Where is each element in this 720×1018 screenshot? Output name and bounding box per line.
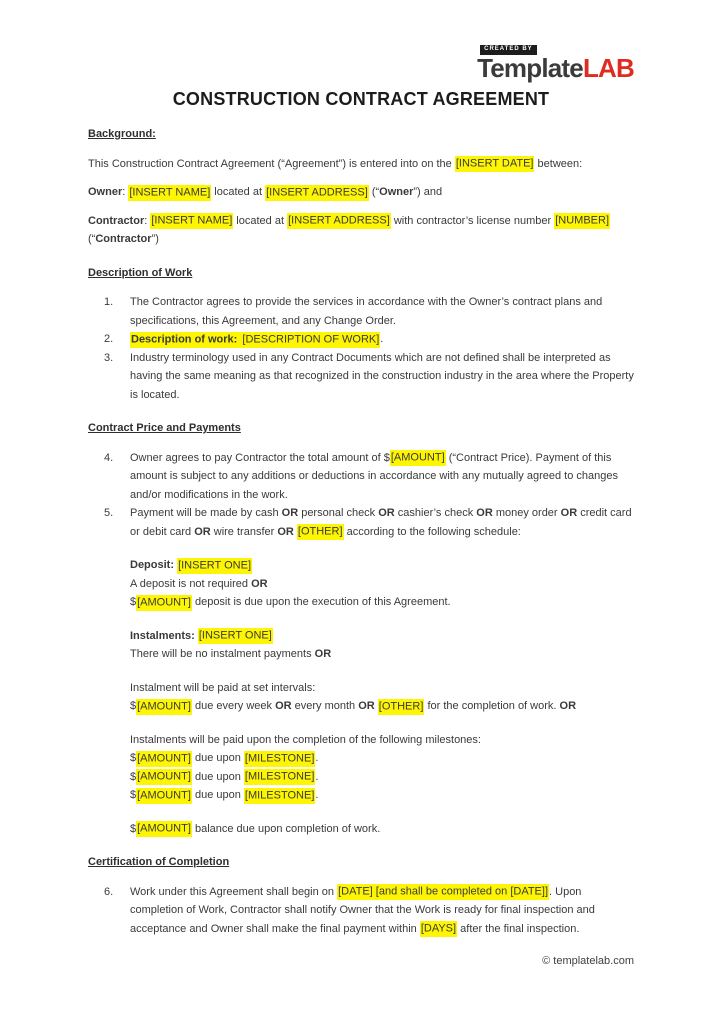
text-run: There will be no instalment payments xyxy=(130,648,315,660)
text-run: after the final inspection. xyxy=(457,922,580,935)
placeholder-highlight: [OTHER] xyxy=(378,699,425,715)
text-run: This Construction Contract Agreement (“Agreement”) is entered into on the xyxy=(88,157,455,170)
text-run: money order xyxy=(492,507,561,519)
text-run: $ xyxy=(130,770,137,783)
indented-line xyxy=(130,786,634,805)
placeholder-highlight: [INSERT ADDRESS] xyxy=(265,185,369,201)
item-number: 5. xyxy=(104,507,114,519)
document-content xyxy=(0,88,720,938)
placeholder-highlight: [INSERT DATE] xyxy=(455,156,535,172)
text-run: due upon xyxy=(191,789,244,801)
text-run: OR xyxy=(314,648,332,660)
placeholder-highlight: [NUMBER] xyxy=(554,213,610,229)
indented-line xyxy=(130,575,634,594)
numbered-item-5 xyxy=(88,504,634,541)
item-number: 3. xyxy=(104,351,114,364)
indented-line xyxy=(130,820,634,839)
placeholder-highlight: [AMOUNT] xyxy=(136,699,192,715)
indented-line xyxy=(130,749,634,768)
text-run: . Upon completion of Work, Contractor shall notify Owner that the Work is ready for final inspection and acceptance and Owner shall make the final payment within xyxy=(130,885,595,935)
text-run: OR xyxy=(476,507,493,519)
indented-block xyxy=(130,679,634,716)
paragraph xyxy=(88,155,634,174)
item-text xyxy=(130,330,634,349)
text-run: between: xyxy=(534,157,583,170)
numbered-item-6 xyxy=(88,883,634,939)
document-title: CONSTRUCTION CONTRACT AGREEMENT xyxy=(172,89,550,109)
text-run: : xyxy=(144,214,151,227)
text-run: Owner agrees to pay Contractor the total amount of $ xyxy=(130,451,390,464)
placeholder-highlight: [AMOUNT] xyxy=(390,450,446,466)
text-run: . xyxy=(315,752,319,764)
item-number: 2. xyxy=(104,333,114,345)
text-run: every month xyxy=(291,700,359,712)
text-run: OR xyxy=(378,507,395,519)
numbered-item-3 xyxy=(88,349,634,405)
numbered-item-4 xyxy=(88,449,634,505)
text-run: . xyxy=(380,333,384,345)
numbered-item-2 xyxy=(88,330,634,349)
placeholder-highlight: [INSERT ADDRESS] xyxy=(287,213,391,229)
indented-block xyxy=(130,627,634,664)
text-run: OR xyxy=(281,507,299,519)
text-run: located at xyxy=(211,186,266,198)
placeholder-highlight: [AMOUNT] xyxy=(136,769,192,785)
indented-block xyxy=(130,556,634,612)
item-text xyxy=(130,349,634,405)
text-run: (“ xyxy=(368,186,380,198)
indented-line xyxy=(130,556,634,575)
text-run: Deposit: xyxy=(130,559,174,571)
text-run: $ xyxy=(130,752,137,764)
text-run: for the completion of work. xyxy=(424,700,560,712)
text-run: ”) xyxy=(151,233,159,245)
placeholder-highlight: [INSERT ONE] xyxy=(198,628,273,644)
text-run: : xyxy=(122,186,129,198)
text-run: (“ xyxy=(88,233,96,245)
placeholder-highlight: [DAYS] xyxy=(420,921,457,937)
text-run: credit card or debit card xyxy=(130,507,632,538)
placeholder-highlight: [AMOUNT] xyxy=(136,788,192,804)
section-background xyxy=(88,125,634,249)
indented-line xyxy=(130,768,634,787)
placeholder-highlight: [DATE] [and shall be completed on [DATE]] xyxy=(337,884,549,900)
indented-line xyxy=(130,731,634,750)
text-run: OR xyxy=(251,577,268,590)
text-run: wire transfer xyxy=(210,525,278,538)
section-heading-description-of-work: Description of Work xyxy=(88,266,193,279)
text-run: OR xyxy=(559,700,577,712)
text-run: OR xyxy=(277,525,294,538)
text-run: deposit is due upon the execution of this Agreement. xyxy=(191,596,451,608)
placeholder-highlight: [MILESTONE] xyxy=(244,769,315,785)
text-run: OR xyxy=(560,507,578,519)
footer-copyright: © templatelab.com xyxy=(542,955,634,967)
placeholder-highlight: [AMOUNT] xyxy=(136,751,192,767)
placeholder-highlight: [AMOUNT] xyxy=(136,821,192,837)
brand-lab-text: LAB xyxy=(582,53,634,84)
text-run: Instalments will be paid upon the completion of the following milestones: xyxy=(130,733,481,746)
item-number: 1. xyxy=(104,296,114,308)
section-contract-price-and-payments xyxy=(88,419,634,838)
paragraph xyxy=(88,212,634,249)
text-run: Instalment will be paid at set intervals: xyxy=(130,681,316,694)
section-description-of-work xyxy=(88,264,634,405)
item-text xyxy=(130,883,634,939)
text-run: Instalments: xyxy=(130,629,195,642)
item-text xyxy=(130,449,634,505)
text-run: located at xyxy=(233,214,288,227)
indented-line xyxy=(130,593,634,612)
item-number: 4. xyxy=(104,451,114,464)
placeholder-highlight: [OTHER] xyxy=(297,524,344,540)
text-run: Owner xyxy=(379,186,414,198)
text-run: Industry terminology used in any Contract Documents which are not defined shall be interpreted as having the same meaning as that recognized in the construction industry in the area where the Property is located. xyxy=(130,351,634,401)
text-run: OR xyxy=(275,700,292,712)
text-run: due every week xyxy=(191,700,276,712)
indented-line xyxy=(130,679,634,698)
text-run: Work under this Agreement shall begin on xyxy=(130,885,338,898)
text-run: (“Contract Price). Payment of this amount is subject to any additions or deductions in accordance with any mutually agreed to changes and/or modifications in the work. xyxy=(130,451,618,501)
section-certification-of-completion xyxy=(88,853,634,938)
text-run: The Contractor agrees to provide the services in accordance with the Owner’s contract plans and specifications, this Agreement, and any Change Order. xyxy=(130,296,603,327)
text-run: according to the following schedule: xyxy=(343,525,521,538)
text-run: cashier’s check xyxy=(394,507,477,519)
section-heading-background: Background: xyxy=(88,128,156,140)
text-run: OR xyxy=(194,525,211,538)
text-run: personal check xyxy=(298,507,379,519)
indented-block xyxy=(130,731,634,805)
text-run: $ xyxy=(130,822,137,835)
section-heading-contract-price-and-payments: Contract Price and Payments xyxy=(88,422,241,434)
placeholder-highlight: [INSERT ONE] xyxy=(177,558,252,574)
indented-line xyxy=(130,645,634,664)
numbered-item-1 xyxy=(88,293,634,330)
text-run: with contractor’s license number xyxy=(390,214,555,227)
section-heading-certification-of-completion: Certification of Completion xyxy=(88,856,230,868)
text-run: OR xyxy=(358,700,375,712)
text-run: $ xyxy=(130,789,137,801)
placeholder-highlight: [DESCRIPTION OF WORK] xyxy=(238,332,380,348)
text-run: . xyxy=(315,789,319,801)
indented-line xyxy=(130,697,634,716)
templatelab-logo xyxy=(477,37,634,82)
text-run: ”) and xyxy=(413,186,443,198)
text-run: Owner xyxy=(88,186,123,198)
paragraph xyxy=(88,183,634,202)
text-run: due upon xyxy=(191,752,244,764)
indented-line xyxy=(130,627,634,646)
item-text xyxy=(130,293,634,330)
text-run: Payment will be made by cash xyxy=(130,507,282,519)
placeholder-highlight: [AMOUNT] xyxy=(136,595,192,611)
text-run: Contractor xyxy=(88,214,145,227)
placeholder-highlight: [MILESTONE] xyxy=(244,788,315,804)
placeholder-highlight: [INSERT NAME] xyxy=(128,185,211,201)
item-text xyxy=(130,504,634,541)
text-run: A deposit is not required xyxy=(130,577,252,590)
text-run: Contractor xyxy=(95,233,152,245)
text-run: due upon xyxy=(191,770,244,783)
placeholder-highlight: [MILESTONE] xyxy=(244,751,315,767)
item-number: 6. xyxy=(104,885,114,898)
document-body xyxy=(88,125,634,938)
placeholder-highlight: [INSERT NAME] xyxy=(150,213,233,229)
text-run: . xyxy=(315,770,319,783)
brand-wordmark xyxy=(477,55,634,82)
indented-block xyxy=(130,820,634,839)
text-run: $ xyxy=(130,596,137,608)
text-run: balance due upon completion of work. xyxy=(191,822,381,835)
created-by-badge: CREATED BY xyxy=(480,45,537,55)
placeholder-highlight: Description of work: xyxy=(130,332,238,348)
brand-template-text: Template xyxy=(477,53,583,84)
text-run: $ xyxy=(130,700,137,712)
